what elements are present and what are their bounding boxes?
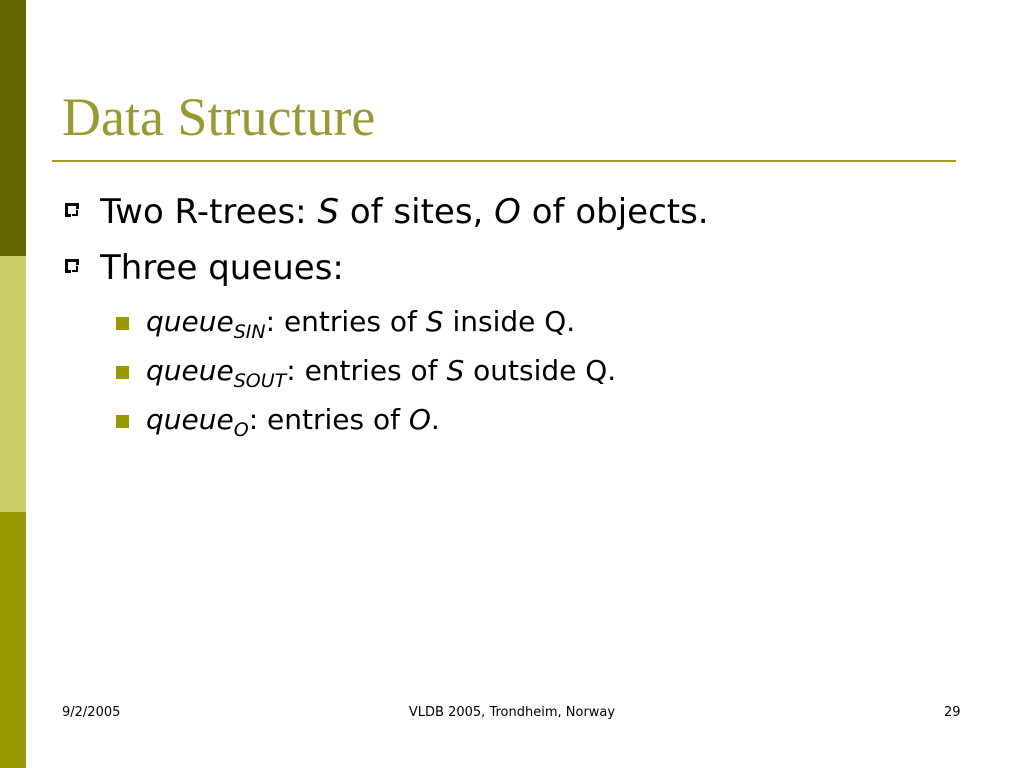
sub-bullet-text	[146, 298, 575, 346]
sub-bullet-item-queue-sout	[116, 347, 956, 396]
bullet-text	[100, 186, 709, 238]
queue-subscript: SIN	[233, 321, 266, 343]
sub-bullet-item-queue-sin	[116, 298, 956, 347]
hollow-square-bullet-icon	[65, 259, 79, 273]
sub-bullet-text	[146, 396, 440, 444]
bullet-text-segment: of sites,	[339, 192, 495, 232]
sub-bullet-text-segment: .	[430, 403, 440, 436]
queue-subscript: SOUT	[233, 370, 287, 392]
variable-s: S	[446, 354, 465, 387]
sub-bullet-item-queue-o	[116, 396, 956, 445]
bullet-text-segment: of objects.	[520, 192, 709, 232]
bullet-item-queues	[62, 242, 962, 298]
bullet-text: Three queues:	[100, 248, 344, 288]
sub-bullet-text-segment: outside Q.	[464, 354, 617, 387]
footer-conference: VLDB 2005, Trondheim, Norway	[408, 705, 616, 720]
bullet-text-segment: Two R-trees:	[100, 192, 318, 232]
queue-subscript: O	[233, 419, 249, 441]
side-bar-bottom-segment	[0, 512, 26, 768]
sub-bullet-text-segment: inside Q.	[443, 305, 576, 338]
sub-bullet-text-segment: : entries of	[286, 354, 447, 387]
variable-o: O	[408, 403, 431, 436]
sub-bullet-text-segment: : entries of	[265, 305, 426, 338]
queue-term	[146, 403, 249, 441]
queue-term-label: queue	[146, 403, 234, 436]
sub-bullet-text	[146, 347, 616, 395]
variable-s: S	[425, 305, 444, 338]
side-accent-bar	[0, 0, 26, 768]
filled-square-bullet-icon	[116, 415, 129, 428]
side-bar-middle-segment	[0, 256, 26, 512]
bullet-item-r-trees	[62, 186, 962, 242]
queue-term	[146, 354, 287, 392]
variable-s: S	[317, 192, 340, 232]
variable-o: O	[494, 192, 521, 232]
title-underline	[52, 160, 956, 162]
sub-bullet-text-segment: : entries of	[248, 403, 409, 436]
footer-page-number: 29	[944, 705, 961, 720]
filled-square-bullet-icon	[116, 317, 129, 330]
slide-title: Data Structure	[62, 87, 376, 147]
hollow-square-bullet-icon	[65, 203, 79, 217]
footer-date: 9/2/2005	[62, 705, 121, 720]
sub-bullet-list	[116, 298, 956, 445]
bullet-list	[62, 186, 962, 298]
side-bar-top-segment	[0, 0, 26, 256]
filled-square-bullet-icon	[116, 366, 129, 379]
queue-term	[146, 305, 266, 343]
queue-term-label: queue	[146, 305, 234, 338]
queue-term-label: queue	[146, 354, 234, 387]
